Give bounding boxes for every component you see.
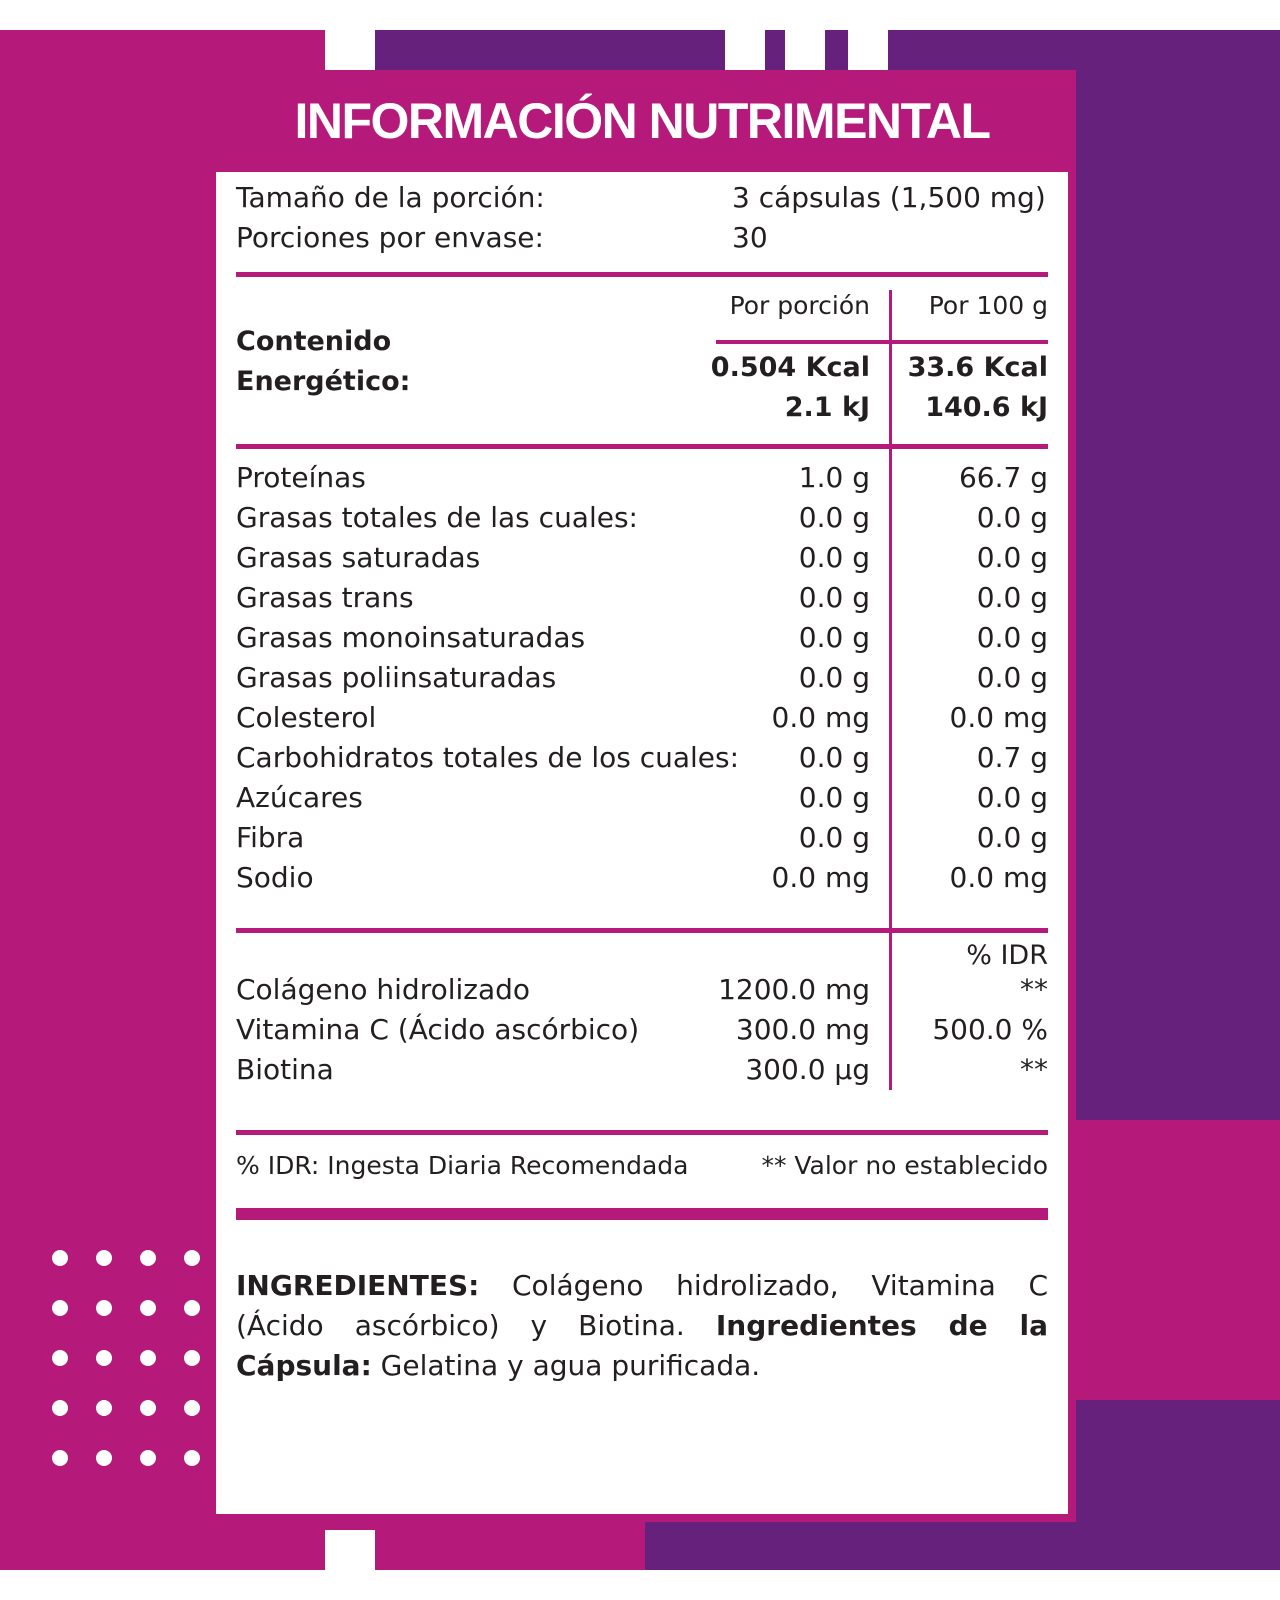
- nutrient-per-100g: 66.7 g: [958, 461, 1048, 494]
- nutrient-per-serving: 0.0 g: [798, 661, 870, 694]
- column-header-per-serving: Por porción: [729, 291, 870, 320]
- ingredients-paragraph: [236, 1266, 1048, 1386]
- divider: [236, 444, 1048, 449]
- decorative-dot: [140, 1400, 156, 1416]
- panel-title: INFORMACIÓN NUTRIMENTAL: [294, 93, 990, 149]
- nutrient-name: Grasas totales de las cuales:: [236, 501, 638, 534]
- ingredients-label: INGREDIENTES:: [236, 1269, 480, 1302]
- deco-white-square: [725, 30, 765, 70]
- nutrient-per-100g: 0.0 mg: [949, 861, 1048, 894]
- divider: [236, 272, 1048, 277]
- nutrient-name: Fibra: [236, 821, 305, 854]
- decorative-dot: [52, 1300, 68, 1316]
- energy-label-line1: Contenido: [236, 326, 392, 357]
- energy-kj-per-serving: 2.1 kJ: [784, 392, 870, 423]
- nutrient-name: Proteínas: [236, 461, 366, 494]
- nutrient-per-100g: 0.0 g: [976, 621, 1048, 654]
- nutrition-card: [216, 172, 1068, 1514]
- active-ingredient-idr: **: [1020, 1053, 1048, 1086]
- nutrient-per-serving: 0.0 g: [798, 741, 870, 774]
- decorative-dot: [184, 1250, 200, 1266]
- nutrient-name: Grasas saturadas: [236, 541, 481, 574]
- nutrient-name: Azúcares: [236, 781, 363, 814]
- nutrient-per-serving: 1.0 g: [798, 461, 870, 494]
- nutrient-per-serving: 0.0 g: [798, 781, 870, 814]
- nutrient-per-100g: 0.0 g: [976, 581, 1048, 614]
- nutrient-per-100g: 0.0 g: [976, 821, 1048, 854]
- active-ingredient-amount: 300.0 mg: [735, 1013, 870, 1046]
- divider: [236, 1130, 1048, 1135]
- active-ingredient-idr: **: [1020, 973, 1048, 1006]
- deco-white-square: [848, 30, 888, 70]
- decorative-dot: [140, 1450, 156, 1466]
- ingredients-text: Colágeno hidrolizado, Vitamina C (Ácido ascórbico) y Biotina.: [236, 1269, 1048, 1342]
- column-separator: [889, 290, 892, 1090]
- decorative-dot: [52, 1450, 68, 1466]
- active-ingredient-amount: 1200.0 mg: [718, 973, 870, 1006]
- serving-size-label: Tamaño de la porción:: [236, 181, 545, 214]
- divider-thick: [236, 1208, 1048, 1220]
- nutrient-per-serving: 0.0 g: [798, 541, 870, 574]
- nutrition-panel: [208, 70, 1076, 1522]
- nutrient-per-100g: 0.7 g: [976, 741, 1048, 774]
- servings-per-container-label: Porciones por envase:: [236, 221, 544, 254]
- active-ingredient-name: Vitamina C (Ácido ascórbico): [236, 1013, 640, 1046]
- energy-kcal-per-100g: 33.6 Kcal: [907, 352, 1048, 383]
- servings-per-container-value: 30: [732, 221, 768, 254]
- footnote-not-established: ** Valor no establecido: [761, 1151, 1048, 1180]
- energy-label-line2: Energético:: [236, 366, 411, 397]
- decorative-dot: [140, 1350, 156, 1366]
- decorative-dot: [184, 1300, 200, 1316]
- serving-size-value: 3 cápsulas (1,500 mg): [732, 181, 1046, 214]
- decorative-dot: [96, 1400, 112, 1416]
- divider-energy-top: [716, 340, 1048, 344]
- nutrient-per-serving: 0.0 g: [798, 621, 870, 654]
- decorative-dot: [96, 1350, 112, 1366]
- column-header-idr: % IDR: [966, 940, 1048, 971]
- decorative-dot: [52, 1250, 68, 1266]
- nutrient-per-serving: 0.0 mg: [771, 861, 870, 894]
- decorative-dot: [52, 1350, 68, 1366]
- nutrient-name: Sodio: [236, 861, 314, 894]
- divider: [236, 928, 1048, 933]
- column-header-per-100g: Por 100 g: [928, 291, 1048, 320]
- decorative-dot: [140, 1300, 156, 1316]
- nutrient-per-100g: 0.0 mg: [949, 701, 1048, 734]
- nutrient-per-100g: 0.0 g: [976, 501, 1048, 534]
- deco-white-square: [325, 30, 375, 70]
- capsule-ingredients-text: Gelatina y agua purificada.: [371, 1349, 761, 1382]
- nutrient-per-100g: 0.0 g: [976, 781, 1048, 814]
- footnote-idr: % IDR: Ingesta Diaria Recomendada: [236, 1151, 689, 1180]
- nutrient-per-100g: 0.0 g: [976, 541, 1048, 574]
- nutrient-name: Grasas trans: [236, 581, 414, 614]
- nutrient-per-serving: 0.0 mg: [771, 701, 870, 734]
- deco-white-square: [325, 1530, 375, 1570]
- decorative-dot: [96, 1300, 112, 1316]
- capsule-ingredients-label: Ingredientes de la Cápsula:: [236, 1309, 1048, 1382]
- nutrient-per-100g: 0.0 g: [976, 661, 1048, 694]
- decorative-dot: [52, 1400, 68, 1416]
- decorative-dot: [184, 1350, 200, 1366]
- decorative-dot: [184, 1400, 200, 1416]
- active-ingredient-name: Biotina: [236, 1053, 334, 1086]
- decorative-dot: [140, 1250, 156, 1266]
- active-ingredient-amount: 300.0 µg: [745, 1053, 870, 1086]
- nutrient-name: Grasas monoinsaturadas: [236, 621, 586, 654]
- deco-white-square: [785, 30, 825, 70]
- nutrient-name: Colesterol: [236, 701, 377, 734]
- energy-kj-per-100g: 140.6 kJ: [925, 392, 1048, 423]
- decorative-dot: [184, 1450, 200, 1466]
- nutrient-per-serving: 0.0 g: [798, 821, 870, 854]
- decorative-dot: [96, 1450, 112, 1466]
- nutrient-per-serving: 0.0 g: [798, 501, 870, 534]
- decorative-dot: [96, 1250, 112, 1266]
- nutrient-per-serving: 0.0 g: [798, 581, 870, 614]
- nutrient-name: Carbohidratos totales de los cuales:: [236, 741, 740, 774]
- energy-kcal-per-serving: 0.504 Kcal: [710, 352, 870, 383]
- nutrient-name: Grasas poliinsaturadas: [236, 661, 557, 694]
- active-ingredient-name: Colágeno hidrolizado: [236, 973, 531, 1006]
- active-ingredient-idr: 500.0 %: [932, 1013, 1048, 1046]
